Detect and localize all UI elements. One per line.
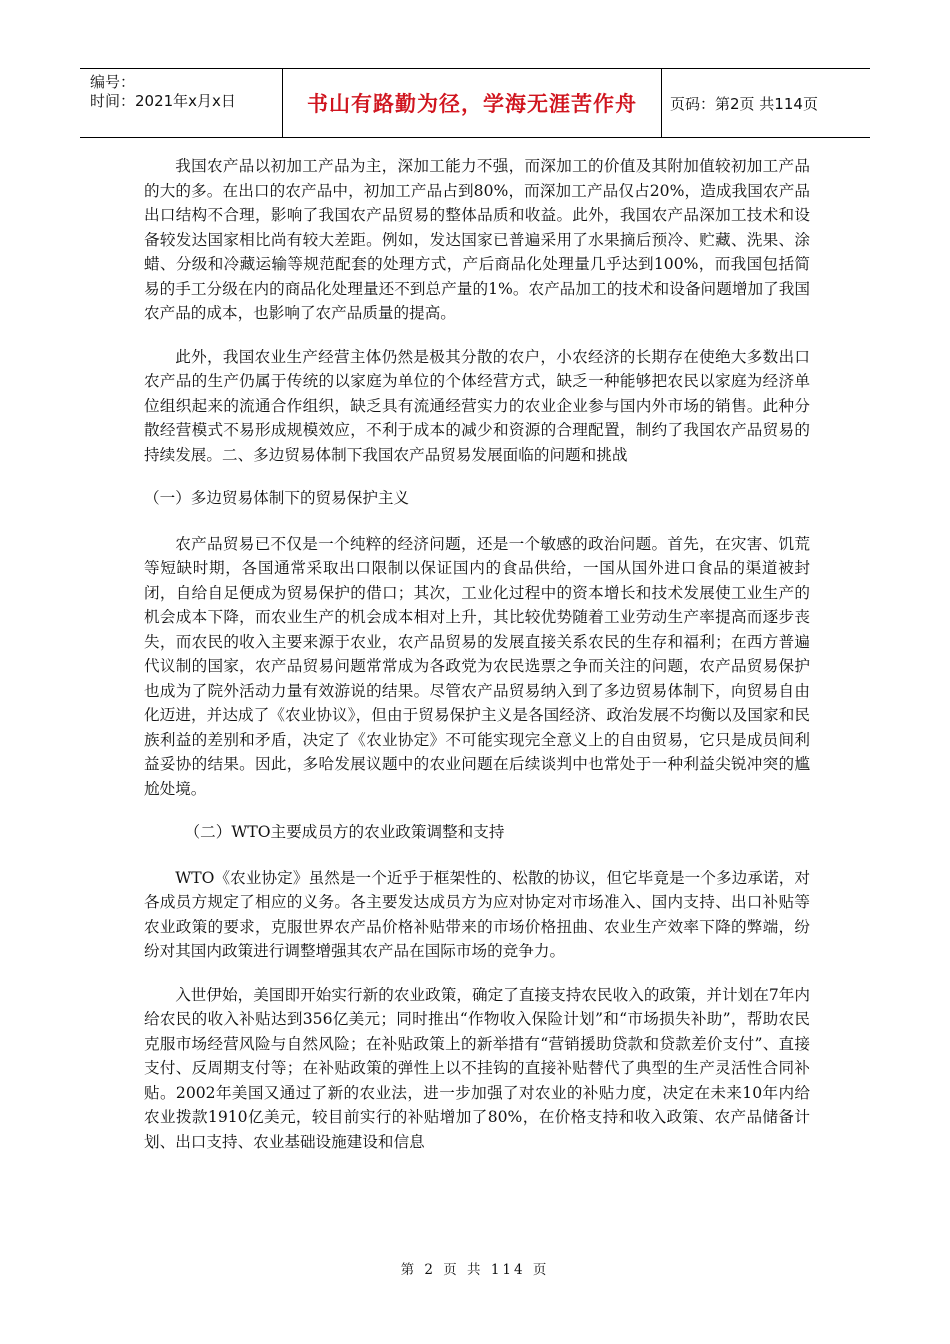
- body-paragraph: 我国农产品以初加工产品为主，深加工能力不强，而深加工的价值及其附加值较初加工产品的大的多。在出口的农产品中，初加工产品占到80%，而深加工产品仅占20%，造成我国农产品出口结构不合理，影响了我国农产品贸易的整体品质和收益。此外，我国农产品深加工技术和设备较发达国家相比尚有较大差距。例如，发达国家已普遍采用了水果摘后预冷、贮藏、洗果、涂蜡、分级和冷藏运输等规范配套的处理方式，产后商品化处理量几乎达到100%，而我国包括简易的手工分级在内的商品化处理量还不到总产量的1%。农产品加工的技术和设备问题增加了我国农产品的成本，也影响了农产品质量的提高。: [144, 157, 810, 322]
- document-number-label: 编号：: [90, 73, 136, 91]
- section-heading: （二）WTO主要成员方的农业政策调整和支持: [184, 823, 505, 841]
- body-paragraph: 此外，我国农业生产经营主体仍然是极其分散的农户，小农经济的长期存在使绝大多数出口农产品的生产仍属于传统的以家庭为单位的个体经营方式，缺乏一种能够把农民以家庭为经济单位组织起来的流通合作组织，缺乏具有流通经营实力的农业企业参与国内外市场的销售。此种分散经营模式不易形成规模效应，不利于成本的减少和资源的合理配置，制约了我国农产品贸易的持续发展。二、多边贸易体制下我国农产品贸易发展面临的问题和挑战: [144, 347, 810, 464]
- document-body: [144, 154, 810, 1173]
- header-meta: [80, 69, 282, 137]
- body-paragraph: WTO《农业协定》虽然是一个近乎于框架性的、松散的协议，但它毕竟是一个多边承诺，对各成员方规定了相应的义务。各主要发达成员方为应对协定对市场准入、国内支持、出口补贴等农业政策的要求，克服世界农产品价格补贴带来的市场价格扭曲、农业生产效率下降的弊端，纷纷对其国内政策进行调整增强其农产品在国际市场的竞争力。: [144, 868, 810, 960]
- body-paragraph: 农产品贸易已不仅是一个纯粹的经济问题，还是一个敏感的政治问题。首先，在灾害、饥荒等短缺时期，各国通常采取出口限制以保证国内的食品供给，一国从国外进口食品的渠道被封闭，自给自足便成为贸易保护的借口；其次，工业化过程中的资本增长和技术发展使工业生产的机会成本下降，而农业生产的机会成本相对上升，其比较优势随着工业劳动生产率提高而逐步丧失，而农民的收入主要来源于农业，农产品贸易的发展直接关系农民的生存和福利；在西方普遍代议制的国家，农产品贸易问题常常成为各政党为农民选票之争而关注的问题，农产品贸易保护也成为了院外活动力量有效游说的结果。尽管农产品贸易纳入到了多边贸易体制下，向贸易自由化迈进，并达成了《农业协议》，但由于贸易保护主义是各国经济、政治发展不均衡以及国家和民族利益的差别和矛盾，决定了《农业协定》不可能实现完全意义上的自由贸易，它只是成员间利益妥协的结果。因此，多哈发展议题中的农业问题在后续谈判中也常处于一种利益尖锐冲突的尴尬处境。: [144, 534, 810, 798]
- header-page-info: 页码：第2页 共114页: [670, 94, 818, 113]
- body-paragraph: 入世伊始，美国即开始实行新的农业政策，确定了直接支持农民收入的政策，并计划在7年内给农民的收入补贴达到356亿美元；同时推出“作物收入保险计划”和“市场损失补助”，帮助农民克服市场经营风险与自然风险；在补贴政策上的新举措有“营销援助贷款和贷款差价支付”、直接支付、反周期支付等；在补贴政策的弹性上以不挂钩的直接补贴替代了典型的生产灵活性合同补贴。2002年美国又通过了新的农业法，进一步加强了对农业的补贴力度，决定在未来10年内给农业拨款1910亿美元，较目前实行的补贴增加了80%，在价格支持和收入政策、农产品储备计划、出口支持、农业基础设施建设和信息: [144, 985, 810, 1151]
- header-motto: 书山有路勤为径，学海无涯苦作舟: [282, 69, 662, 137]
- section-heading: （一）多边贸易体制下的贸易保护主义: [144, 489, 410, 507]
- document-time-label: 时间：2021年x月x日: [90, 92, 236, 110]
- page-footer: 第 2 页 共 114 页: [400, 1262, 550, 1278]
- page-header: [80, 68, 870, 138]
